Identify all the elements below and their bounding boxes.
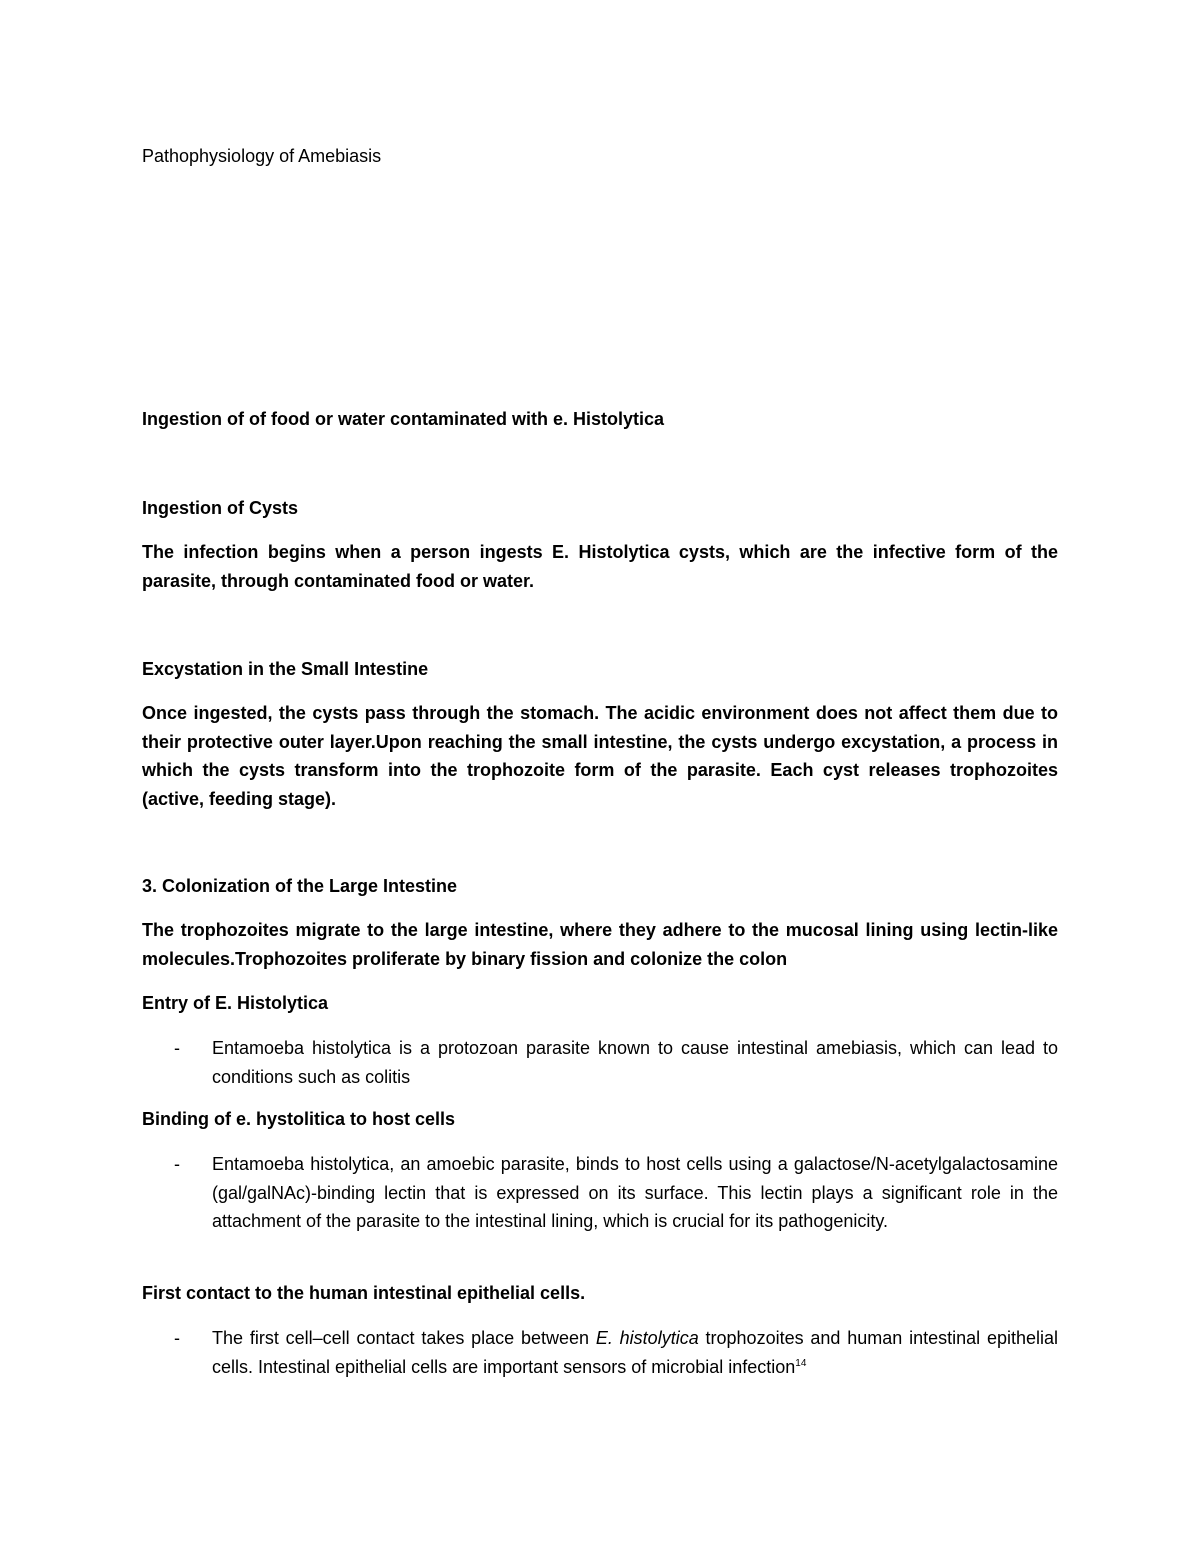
heading-binding: Binding of e. hystolitica to host cells [142,1109,456,1129]
heading-excystation: Excystation in the Small Intestine [142,659,429,679]
list-item-entry-text: Entamoeba histolytica is a protozoan parasite known to cause intestinal amebiasis, which can lead to conditions such as colitis [212,1038,1058,1087]
paragraph-excystation: Once ingested, the cysts pass through the stomach. The acidic environment does not affect them due to their protective outer layer.Upon reaching the small intestine, the cysts undergo excystation, a process in which the cysts transform into the trophozoite form of the parasite. Each cyst releases trophozoites (active, feeding stage). [142,703,1058,809]
bullet-dash: - [174,1328,180,1348]
first-contact-text-prefix: The first cell–cell contact takes place between [212,1328,596,1348]
heading-colonization: 3. Colonization of the Large Intestine [142,876,458,896]
heading-ingestion-food-water: Ingestion of of food or water contaminated with e. Histolytica [142,409,665,429]
list-item-first-contact-text [212,1324,1058,1381]
first-contact-text-suffix: trophozoites and human intestinal epithelial cells. Intestinal epithelial cells are important sensors of microbial infection [212,1328,1058,1377]
heading-entry: Entry of E. Histolytica [142,993,329,1013]
list-item-binding-text: Entamoeba histolytica, an amoebic parasite, binds to host cells using a galactose/N-acetylgalactosamine (gal/galNAc)-binding lectin that is expressed on its surface. This lectin plays a significant role in the attachment of the parasite to the intestinal lining, which is crucial for its pathogenicity. [212,1154,1058,1231]
paragraph-colonization: The trophozoites migrate to the large intestine, where they adhere to the mucosal lining using lectin-like molecules.Trophozoites proliferate by binary fission and colonize the colon [142,920,1058,969]
bullet-dash: - [174,1154,180,1174]
heading-ingestion-of-cysts: Ingestion of Cysts [142,498,299,518]
species-name-italic: E. histolytica [595,1328,699,1348]
bullet-dash: - [174,1038,180,1058]
document-title: Pathophysiology of Amebiasis [142,146,382,166]
heading-first-contact: First contact to the human intestinal epithelial cells. [142,1283,586,1303]
paragraph-ingestion-of-cysts: The infection begins when a person ingests E. Histolytica cysts, which are the infective form of the parasite, through contaminated food or water. [142,542,1058,591]
citation-superscript: 14 [795,1357,807,1369]
